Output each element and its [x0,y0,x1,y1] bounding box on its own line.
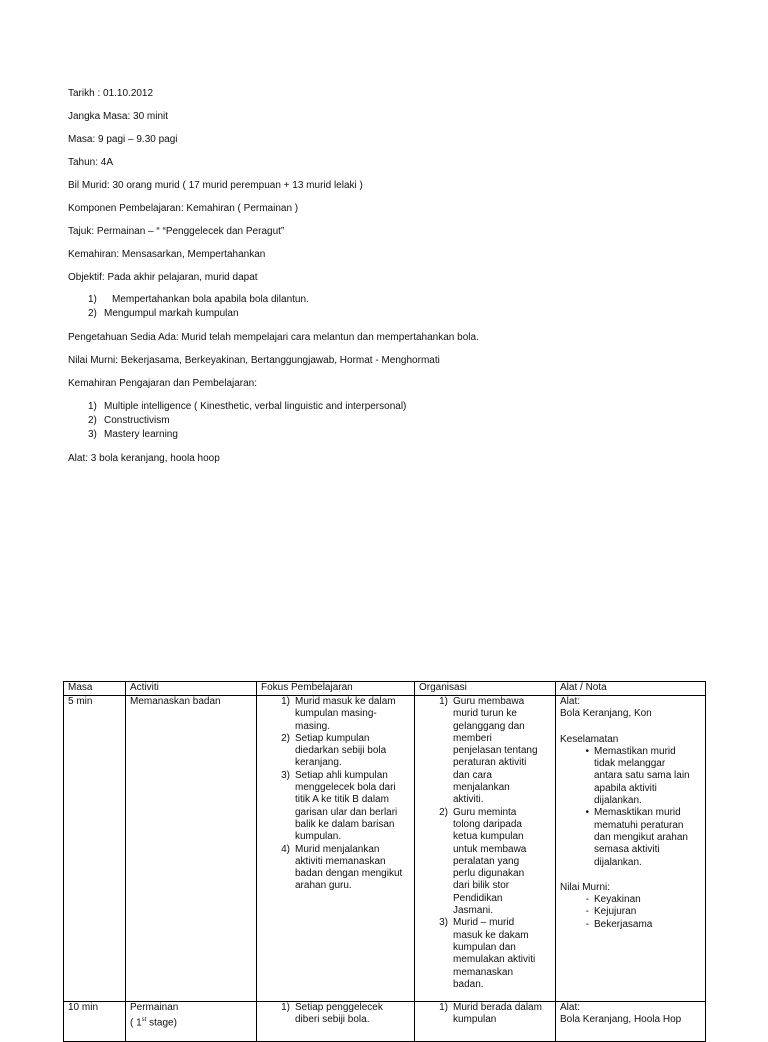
objektif-line: Objektif: Pada akhir pelajaran, murid dapat [68,272,258,283]
table-header-row [64,682,706,696]
list-item: • Memasktikan murid mematuhi peraturan dan mengikut arahan semasa aktiviti dijalankan. [560,807,695,868]
masa-cell: 10 min [64,1002,126,1042]
keselamatan-list [560,746,701,869]
list-item: 1) Guru membawa murid turun ke gelanggang dan memberi penjelasan tentang peraturan aktiviti dan cara menjalankan aktiviti. [439,696,538,806]
fokus-list [261,696,404,893]
bullet-icon: • [585,807,589,819]
kemahiran-pp-list [68,400,718,442]
fokus-cell [257,1002,415,1042]
lesson-table [63,681,706,1042]
jangka-masa-line: Jangka Masa: 30 minit [68,111,169,122]
alat-line: Alat: 3 bola keranjang, hoola hoop [68,453,220,464]
list-item: 1) Setiap penggelecek diberi sebiji bola. [281,1002,383,1026]
alat-value: Bola Keranjang, Hoola Hop [560,1014,682,1026]
nilai-murni-label: Nilai Murni: [560,881,611,893]
column-header: Organisasi [415,682,556,696]
aktiviti-cell: Memanaskan badan [126,696,257,1002]
organisasi-cell [415,696,556,1002]
objektif-item: 2) Mengumpul markah kumpulan [88,308,239,319]
column-header: Activiti [126,682,257,696]
nota-cell [556,1002,706,1042]
list-item: 4) Murid menjalankan aktiviti memanaskan badan dengan mengikut arahan guru. [281,843,403,892]
list-item: 3) Setiap ahli kumpulan menggelecek bola dari titik A ke titik B dalam garisan ular dan berlari balik ke dalam barisan kumpulan. [281,769,398,843]
bullet-icon: • [585,745,589,757]
tarikh-line: Tarikh : 01.10.2012 [68,88,154,99]
stage-label: ( 1st stage) [130,1017,177,1029]
alat-label: Alat: [560,696,581,707]
alat-label: Alat: [560,1002,581,1013]
list-item: - Bekerjasama [560,919,701,931]
objektif-item: 1) Mempertahankan bola apabila bola dilantun. [88,294,309,305]
table-row [64,696,706,1002]
keselamatan-label: Keselamatan [560,733,619,745]
nilai-murni-line: Nilai Murni: Bekerjasama, Berkeyakinan, Bertanggungjawab, Hormat - Menghormati [68,355,440,366]
organisasi-list [419,1002,543,1027]
tajuk-line: Tajuk: Permainan – “ “Penggelecek dan Peragut” [68,226,285,237]
list-item: - Keyakinan [560,894,701,906]
dash-icon: - [585,894,589,906]
column-header: Fokus Pembelajaran [257,682,415,696]
kemahiran-pp-item: 1) Multiple intelligence ( Kinesthetic, verbal linguistic and interpersonal) [88,401,407,412]
list-item: 1) Murid masuk ke dalam kumpulan masing-masing. [281,696,396,732]
fokus-list [261,1002,404,1027]
dash-icon: - [585,906,589,918]
kemahiran-line: Kemahiran: Mensasarkan, Mempertahankan [68,249,266,260]
komponen-line: Komponen Pembelajaran: Kemahiran ( Permainan ) [68,203,299,214]
column-header: Masa [64,682,126,696]
nilai-murni-list [560,894,701,931]
aktiviti-cell: Permainan ( 1st stage) [126,1002,257,1042]
organisasi-cell [415,1002,556,1042]
organisasi-list [419,696,543,991]
nota-cell [556,696,706,1002]
list-item: - Kejujuran [560,906,701,918]
list-item: 3) Murid – murid masuk ke dakam kumpulan dan memulakan aktiviti memanaskan badan. [439,917,536,990]
list-item: 2) Setiap kumpulan diedarkan sebiji bola keranjang. [281,732,387,769]
kemahiran-pp-line: Kemahiran Pengajaran dan Pembelajaran: [68,378,258,389]
list-item: 1) Murid berada dalam kumpulan [439,1002,542,1026]
kemahiran-pp-item: 2) Constructivism [88,415,170,426]
kemahiran-pp-item: 3) Mastery learning [88,429,178,440]
list-item: • Memastikan murid tidak melanggar antara satu sama lain apabila aktiviti dijalankan. [560,746,695,807]
alat-value: Bola Keranjang, Kon [560,708,652,720]
list-item: 2) Guru meminta tolong daripada ketua kumpulan untuk membawa peralatan yang perlu digunakan dari bilik stor Pendidikan Jasmani. [439,806,527,917]
lesson-plan-header [68,87,718,465]
dash-icon: - [585,918,589,930]
tahun-line: Tahun: 4A [68,157,114,168]
table-row [64,1002,706,1042]
column-header: Alat / Nota [556,682,706,696]
pengetahuan-line: Pengetahuan Sedia Ada: Murid telah mempelajari cara melantun dan mempertahankan bola. [68,332,479,343]
bil-murid-line: Bil Murid: 30 orang murid ( 17 murid perempuan + 13 murid lelaki ) [68,180,363,191]
masa-line: Masa: 9 pagi – 9.30 pagi [68,134,178,145]
fokus-cell [257,696,415,1002]
objektif-list [68,293,718,321]
masa-cell: 5 min [64,696,126,1002]
